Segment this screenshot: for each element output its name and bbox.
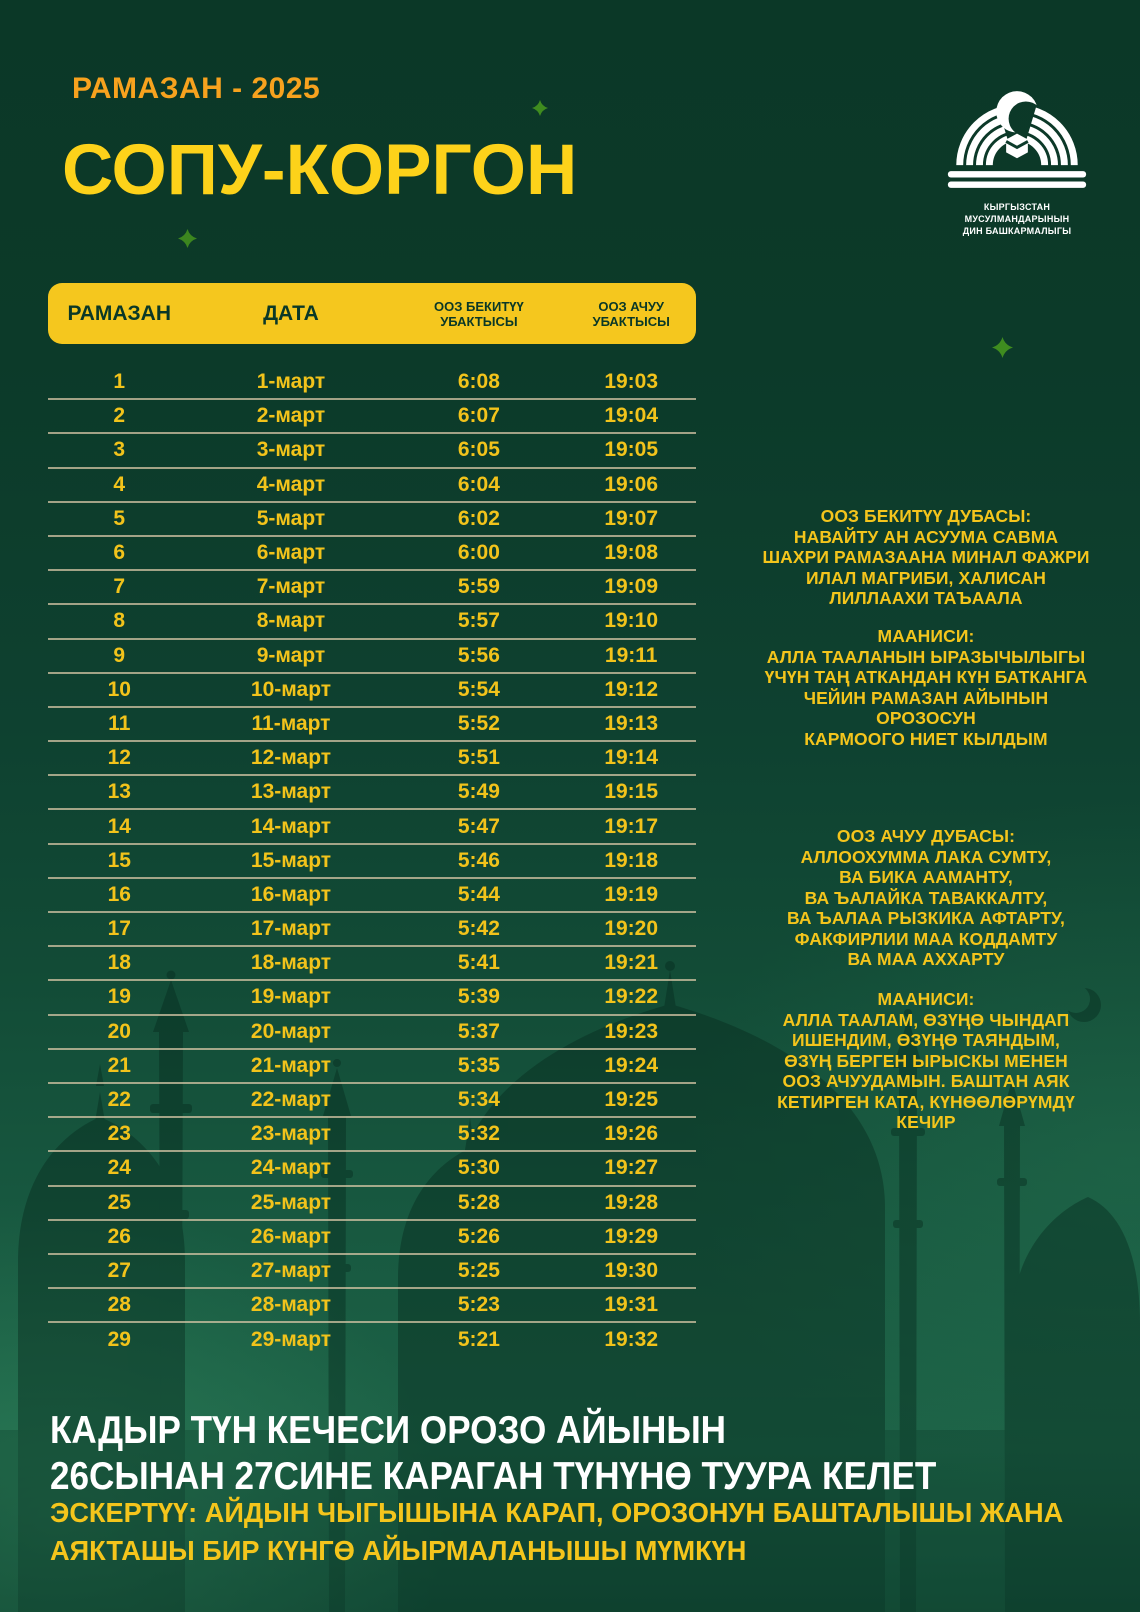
day-cell: 29	[107, 1328, 131, 1352]
sehri-time-cell: 6:08	[457, 370, 500, 394]
date-cell: 22-март	[250, 1088, 332, 1112]
table-row	[48, 1118, 696, 1152]
day-cell: 13	[107, 780, 131, 804]
org-name	[938, 201, 1096, 237]
table-row	[48, 1289, 696, 1323]
iftar-time-cell: 19:25	[604, 1088, 659, 1112]
date-cell: 4-март	[256, 472, 326, 496]
sehri-time-cell: 5:42	[457, 917, 500, 941]
org-name-line: ДИН БАШКАРМАЛЫГЫ	[962, 226, 1072, 236]
day-cell: 21	[107, 1053, 131, 1077]
dua-line: ЛИЛЛААХИ ТАЪААЛА	[829, 588, 1023, 608]
date-cell: 20-март	[250, 1019, 332, 1043]
date-cell: 21-март	[250, 1053, 332, 1077]
sehri-time-cell: 6:04	[457, 472, 500, 496]
dua-line: АЛЛА ТААЛАМ, ӨЗҮҢӨ ЧЫНДАП	[782, 1009, 1070, 1030]
table-row	[48, 434, 696, 468]
date-cell: 11-март	[251, 711, 331, 735]
day-cell: 23	[107, 1122, 131, 1146]
dua-line: ӨЗҮҢ БЕРГЕН ЫРЫСКЫ МЕНЕН	[784, 1050, 1068, 1071]
sehri-time-cell: 5:30	[457, 1156, 500, 1180]
dua-line: КЕЧИР	[896, 1112, 956, 1132]
sehri-time-cell: 5:37	[457, 1019, 500, 1043]
day-cell: 24	[107, 1156, 131, 1180]
ramadan-timetable	[48, 283, 696, 1357]
iftar-time-cell: 19:19	[604, 882, 659, 906]
date-cell: 15-март	[250, 848, 332, 872]
day-cell: 1	[113, 370, 126, 394]
sehri-time-cell: 5:41	[457, 951, 500, 975]
iftar-dua	[758, 826, 1094, 970]
table-row	[48, 537, 696, 571]
dua-line: ВА БИКА ААМАНТУ,	[839, 867, 1013, 887]
sehri-time-cell: 5:26	[457, 1224, 500, 1248]
sehri-time-cell: 5:21	[457, 1328, 500, 1352]
sehri-time-cell: 5:46	[457, 848, 500, 872]
sparkle-icon	[992, 337, 1013, 358]
iftar-time-cell: 19:15	[604, 780, 659, 804]
day-cell: 16	[107, 882, 131, 906]
date-cell: 28-март	[250, 1293, 332, 1317]
sehri-time-cell: 5:49	[457, 780, 500, 804]
org-name-line: КЫРГЫЗСТАН МУСУЛМАНДАРЫНЫН	[964, 202, 1070, 224]
sehri-time-cell: 6:05	[457, 438, 500, 462]
iftar-time-cell: 19:21	[604, 951, 659, 975]
day-cell: 22	[107, 1088, 131, 1112]
dua-line: ВА ЪАЛАА РЫЗКИКА АФТАРТУ,	[786, 908, 1066, 928]
iftar-time-cell: 19:29	[604, 1224, 659, 1248]
table-row	[48, 366, 696, 400]
table-row	[48, 913, 696, 947]
date-cell: 23-март	[250, 1122, 332, 1146]
table-row	[48, 810, 696, 844]
table-row	[48, 1084, 696, 1118]
dua-line: ООЗ АЧУУДАМЫН. БАШТАН АЯК	[782, 1071, 1070, 1091]
dua-line: КАРМООГО НИЕТ КЫЛДЫМ	[804, 728, 1048, 749]
dua-line: АЛЛООХУММА ЛАКА СУМТУ,	[800, 846, 1052, 867]
sparkle-icon	[178, 229, 197, 248]
date-cell: 17-март	[250, 917, 332, 941]
iftar-time-cell: 19:10	[604, 609, 659, 633]
date-cell: 18-март	[250, 951, 332, 975]
day-cell: 8	[113, 609, 126, 633]
day-cell: 4	[113, 472, 126, 496]
header-day: РАМАЗАН	[67, 301, 172, 325]
table-row	[48, 400, 696, 434]
date-cell: 8-март	[256, 609, 326, 633]
day-cell: 5	[113, 506, 126, 530]
sehri-time-cell: 5:39	[457, 985, 500, 1009]
iftar-time-cell: 19:26	[604, 1122, 659, 1146]
logo-bars	[948, 171, 1086, 188]
date-cell: 14-март	[250, 814, 332, 838]
table-row	[48, 605, 696, 639]
day-cell: 9	[113, 643, 126, 667]
table-row	[48, 640, 696, 674]
iftar-time-cell: 19:05	[604, 438, 659, 462]
table-row	[48, 1152, 696, 1186]
day-cell: 20	[107, 1019, 131, 1043]
table-row	[48, 1221, 696, 1255]
sehri-time-cell: 5:51	[457, 746, 500, 770]
day-cell: 28	[107, 1293, 131, 1317]
date-cell: 26-март	[250, 1224, 332, 1248]
table-body	[48, 366, 696, 1357]
sparkle-icon	[532, 100, 548, 116]
sehri-dua-meaning	[758, 626, 1094, 749]
sehri-time-cell: 5:52	[457, 711, 500, 735]
sehri-time-cell: 5:44	[457, 882, 500, 906]
iftar-time-cell: 19:06	[604, 472, 659, 496]
dua-line: МААНИСИ:	[877, 626, 975, 646]
iftar-time-cell: 19:20	[604, 917, 659, 941]
date-cell: 2-март	[256, 404, 326, 428]
iftar-time-cell: 19:13	[604, 711, 659, 735]
sehri-time-cell: 5:59	[457, 575, 500, 599]
day-cell: 19	[107, 985, 131, 1009]
day-cell: 6	[113, 541, 126, 565]
day-cell: 10	[107, 677, 131, 701]
table-header	[48, 283, 696, 344]
day-cell: 7	[113, 575, 126, 599]
table-row	[48, 1187, 696, 1221]
dua-line: ИЛАЛ МАГРИБИ, ХАЛИСАН	[805, 567, 1047, 588]
iftar-time-cell: 19:11	[604, 643, 658, 667]
iftar-dua-meaning	[758, 989, 1094, 1133]
dua-line: МААНИСИ:	[877, 989, 975, 1009]
note-line: КАДЫР ТҮН КЕЧЕСИ ОРОЗО АЙЫНЫН	[50, 1409, 727, 1452]
dua-line: ҮЧҮН ТАҢ АТКАНДАН КҮН БАТКАНГА	[764, 667, 1088, 687]
sehri-time-cell: 5:23	[457, 1293, 500, 1317]
date-cell: 13-март	[250, 780, 332, 804]
date-cell: 12-март	[250, 746, 332, 770]
iftar-time-cell: 19:09	[604, 575, 659, 599]
day-cell: 2	[113, 404, 126, 428]
table-row	[48, 708, 696, 742]
dua-line: ФАКФИРЛИИ МАА КОДДАМТУ	[794, 928, 1058, 949]
sehri-time-cell: 5:28	[457, 1190, 500, 1214]
date-cell: 29-март	[250, 1328, 332, 1352]
date-cell: 5-март	[256, 506, 326, 530]
iftar-time-cell: 19:22	[604, 985, 659, 1009]
org-logo	[938, 88, 1096, 237]
date-cell: 3-март	[256, 438, 326, 462]
sehri-time-cell: 5:57	[457, 609, 500, 633]
header-date: ДАТА	[263, 301, 319, 325]
table-row	[48, 674, 696, 708]
disclaimer-note	[50, 1494, 1063, 1570]
sehri-time-cell: 6:07	[457, 404, 500, 428]
dua-line: АЛЛА ТААЛАНЫН ЫРАЗЫЧЫЛЫГЫ	[766, 646, 1086, 667]
day-cell: 18	[107, 951, 131, 975]
date-cell: 19-март	[250, 985, 332, 1009]
day-cell: 25	[107, 1190, 131, 1214]
table-row	[48, 742, 696, 776]
header-sehri-time: ООЗ БЕКИТҮҮ УБАКТЫСЫ	[434, 298, 524, 329]
iftar-time-cell: 19:31	[604, 1293, 659, 1317]
table-row	[48, 1255, 696, 1289]
dua-line: ВА МАА АХХАРТУ	[847, 949, 1005, 969]
date-cell: 25-март	[250, 1190, 332, 1214]
day-cell: 26	[107, 1224, 131, 1248]
sehri-time-cell: 5:56	[457, 643, 500, 667]
table-row	[48, 1323, 696, 1357]
table-row	[48, 571, 696, 605]
table-row	[48, 879, 696, 913]
table-row	[48, 1050, 696, 1084]
date-cell: 24-март	[250, 1156, 332, 1180]
dua-line: ООЗ БЕКИТҮҮ ДУБАСЫ:	[820, 506, 1032, 526]
date-cell: 7-март	[256, 575, 326, 599]
sehri-time-cell: 6:02	[457, 506, 500, 530]
dua-line: ИШЕНДИМ, ӨЗҮҢӨ ТАЯНДЫМ,	[791, 1030, 1061, 1050]
sehri-time-cell: 6:00	[457, 541, 500, 565]
qadr-night-note	[50, 1408, 936, 1500]
iftar-time-cell: 19:12	[604, 677, 659, 701]
day-cell: 27	[107, 1258, 131, 1282]
iftar-time-cell: 19:17	[604, 814, 659, 838]
iftar-time-cell: 19:23	[604, 1019, 659, 1043]
table-row	[48, 469, 696, 503]
iftar-time-cell: 19:28	[604, 1190, 659, 1214]
dua-line: ШАХРИ РАМАЗААНА МИНАЛ ФАЖРИ	[762, 547, 1090, 567]
day-cell: 14	[107, 814, 131, 838]
iftar-time-cell: 19:08	[604, 541, 659, 565]
iftar-time-cell: 19:07	[604, 506, 659, 530]
table-row	[48, 981, 696, 1015]
sehri-time-cell: 5:47	[457, 814, 500, 838]
day-cell: 12	[107, 746, 131, 770]
header-iftar-time: ООЗ АЧУУ УБАКТЫСЫ	[592, 298, 670, 329]
day-cell: 15	[107, 848, 131, 872]
iftar-time-cell: 19:27	[604, 1156, 659, 1180]
dua-line: ЧЕЙИН РАМАЗАН АЙЫНЫН ОРОЗОСУН	[803, 687, 1049, 728]
table-row	[48, 947, 696, 981]
date-cell: 16-март	[250, 882, 332, 906]
day-cell: 3	[113, 438, 126, 462]
iftar-time-cell: 19:18	[604, 848, 659, 872]
date-cell: 6-март	[256, 541, 326, 565]
sehri-time-cell: 5:25	[457, 1258, 500, 1282]
table-row	[48, 1016, 696, 1050]
sehri-time-cell: 5:34	[457, 1088, 500, 1112]
note-line: ЭСКЕРТҮҮ: АЙДЫН ЧЫГЫШЫНА КАРАП, ОРОЗОНУН БАШТАЛЫШЫ ЖАНА	[50, 1497, 1064, 1528]
table-row	[48, 776, 696, 810]
dua-line: ООЗ АЧУУ ДУБАСЫ:	[836, 826, 1016, 846]
date-cell: 10-март	[250, 677, 332, 701]
dua-line: НАВАЙТУ АН АСУУМА САВМА	[793, 526, 1059, 547]
day-cell: 17	[107, 917, 131, 941]
note-line: АЯКТАШЫ БИР КҮНГӨ АЙЫРМАЛАНЫШЫ МҮМКҮН	[50, 1535, 747, 1566]
table-row	[48, 503, 696, 537]
date-cell: 9-март	[256, 643, 326, 667]
sehri-time-cell: 5:32	[457, 1122, 500, 1146]
sehri-time-cell: 5:54	[457, 677, 500, 701]
iftar-time-cell: 19:04	[604, 404, 659, 428]
dua-line: ВА ЪАЛАЙКА ТАВАККАЛТУ,	[804, 887, 1048, 908]
sehri-time-cell: 5:35	[457, 1053, 500, 1077]
date-cell: 1-март	[256, 370, 326, 394]
poster-subtitle: РАМАЗАН - 2025	[72, 72, 321, 105]
day-cell: 11	[108, 711, 131, 735]
iftar-time-cell: 19:14	[604, 746, 659, 770]
dua-line: КЕТИРГЕН КАТА, КҮНӨӨЛӨРҮМДҮ	[777, 1091, 1075, 1112]
iftar-time-cell: 19:30	[604, 1258, 659, 1282]
mosque-logo-icon	[938, 88, 1096, 191]
page-title: СОПУ-КОРГОН	[62, 131, 578, 210]
table-row	[48, 845, 696, 879]
date-cell: 27-март	[250, 1258, 332, 1282]
iftar-time-cell: 19:24	[604, 1053, 659, 1077]
iftar-time-cell: 19:32	[604, 1328, 659, 1352]
note-line: 26СЫНАН 27СИНЕ КАРАГАН ТҮНҮНӨ ТУУРА КЕЛЕТ	[50, 1455, 937, 1498]
sehri-dua	[758, 506, 1094, 609]
iftar-time-cell: 19:03	[604, 370, 659, 394]
